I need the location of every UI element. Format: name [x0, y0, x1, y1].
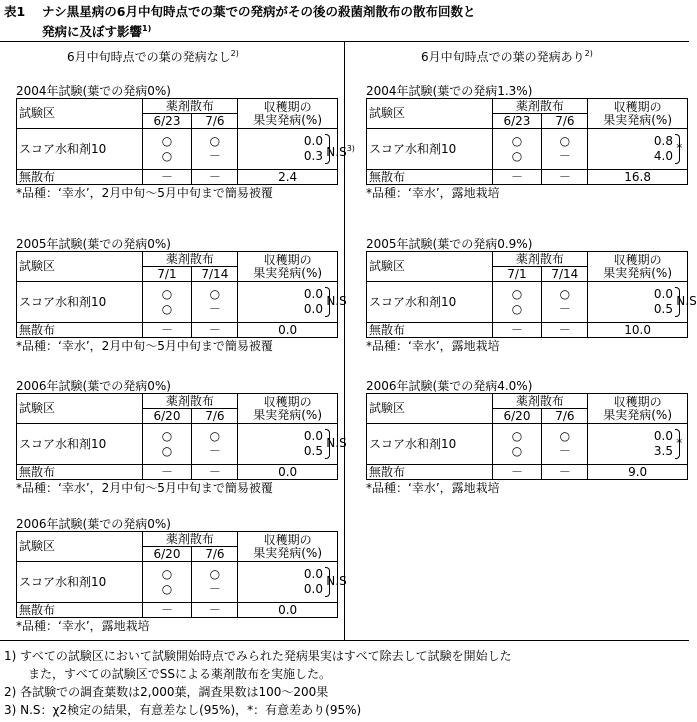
harvest-values	[588, 282, 697, 323]
value-2: 0.0	[303, 582, 323, 596]
spray-header: 薬剤散布	[492, 394, 588, 409]
spray-date-1: 6/23	[492, 114, 542, 129]
treatment-row	[17, 282, 338, 323]
trial-title: 2004年試験(葉での発病0%)	[16, 84, 171, 98]
control-name: 無散布	[17, 465, 143, 480]
column-divider	[344, 41, 345, 640]
harvest-values	[238, 129, 355, 170]
control-name: 無散布	[17, 323, 143, 338]
spray-marks-1: ○ ○	[142, 282, 192, 323]
control-value: 10.0	[588, 323, 688, 338]
control-value: 0.0	[238, 603, 338, 618]
spray-marks-2: ○ －	[542, 424, 588, 465]
trial-table	[16, 393, 347, 480]
spray-marks-1: ○ ○	[492, 424, 542, 465]
trial-title: 2006年試験(葉での発病0%)	[16, 379, 171, 393]
trial-table	[366, 98, 688, 185]
value-1: 0.0	[303, 287, 323, 301]
variety-note: *品種：‘幸水’，2月中旬～5月中旬まで簡易被覆	[16, 339, 273, 353]
spray-marks-1: ○ ○	[492, 129, 542, 170]
control-mark-2: －	[192, 465, 238, 480]
harvest-header: 収穫期の 果実発病(%)	[238, 532, 338, 562]
treatment-name: スコア水和剤10	[17, 282, 143, 323]
spray-date-2: 7/6	[542, 409, 588, 424]
trial-panel	[16, 517, 347, 633]
control-row	[17, 170, 338, 185]
table-header-row	[367, 394, 688, 409]
spray-header: 薬剤散布	[492, 99, 588, 114]
treatment-row	[17, 129, 338, 170]
significance-label: N.S	[326, 436, 347, 450]
trial-table	[16, 98, 355, 185]
control-mark-1: －	[492, 323, 542, 338]
treatment-name: スコア水和剤10	[17, 129, 143, 170]
caption-footnote-ref: 1)	[142, 24, 152, 33]
trial-panel	[366, 379, 688, 494]
control-name: 無散布	[367, 170, 493, 185]
right-column-header: 6月中旬時点での葉の発病あり$^{2)}$	[421, 49, 593, 64]
plot-header: 試験区	[17, 532, 143, 562]
harvest-values	[588, 129, 688, 170]
spray-date-2: 7/6	[192, 409, 238, 424]
harvest-values	[588, 424, 688, 465]
plot-header: 試験区	[367, 99, 493, 129]
treatment-row	[17, 424, 338, 465]
trial-panel	[366, 237, 697, 353]
trial-table	[16, 531, 347, 618]
spray-marks-1: ○ ○	[492, 282, 542, 323]
sig-footnote-ref: 3)	[346, 144, 355, 153]
value-2: 3.5	[653, 444, 673, 458]
control-mark-1: －	[492, 465, 542, 480]
control-value: 9.0	[588, 465, 688, 480]
table-number: 表1	[4, 4, 26, 19]
control-value: 0.0	[238, 465, 338, 480]
table-header-row	[17, 252, 338, 267]
footnote-1: 1) すべての試験区において試験開始時点でみられた発病果実はすべて除去して試験を開始した	[4, 649, 512, 663]
variety-note: *品種：‘幸水’，露地栽培	[16, 619, 150, 633]
trial-title: 2006年試験(葉での発病4.0%)	[366, 379, 533, 393]
spray-marks-1: ○ ○	[142, 129, 192, 170]
table-caption	[4, 3, 475, 40]
treatment-row	[367, 129, 688, 170]
plot-header: 試験区	[17, 394, 143, 424]
trial-table	[16, 251, 347, 338]
spray-marks-2: ○ －	[192, 424, 238, 465]
control-mark-2: －	[192, 170, 238, 185]
spray-marks-2: ○ －	[192, 562, 238, 603]
table-header-row	[367, 252, 688, 267]
spray-marks-2: ○ －	[192, 282, 238, 323]
bottom-rule	[0, 640, 689, 641]
footnote-1-cont: また，すべての試験区でSSによる薬剤散布を実施した。	[28, 667, 331, 681]
table-header-row	[17, 99, 338, 114]
trial-panel	[16, 237, 347, 353]
control-mark-2: －	[542, 323, 588, 338]
control-mark-1: －	[142, 603, 192, 618]
spray-date-1: 7/1	[142, 267, 192, 282]
control-row	[17, 323, 338, 338]
caption-line-1: ナシ黒星病の6月中旬時点での葉での発病がその後の殺菌剤散布の散布回数と	[42, 4, 476, 19]
control-value: 2.4	[238, 170, 338, 185]
trial-table	[366, 393, 688, 480]
harvest-values	[238, 282, 347, 323]
spray-header: 薬剤散布	[142, 394, 238, 409]
trial-title: 2004年試験(葉での発病1.3%)	[366, 84, 533, 98]
spray-header: 薬剤散布	[492, 252, 588, 267]
spray-marks-2: ○ －	[542, 282, 588, 323]
variety-note: *品種：‘幸水’，露地栽培	[366, 481, 500, 495]
treatment-row	[367, 282, 688, 323]
spray-date-1: 6/23	[142, 114, 192, 129]
variety-note: *品種：‘幸水’，2月中旬～5月中旬まで簡易被覆	[16, 481, 273, 495]
treatment-name: スコア水和剤10	[367, 129, 493, 170]
spray-header: 薬剤散布	[142, 99, 238, 114]
harvest-values	[238, 562, 347, 603]
control-mark-1: －	[142, 465, 192, 480]
trial-title: 2005年試験(葉での発病0.9%)	[366, 237, 533, 251]
control-row	[367, 465, 688, 480]
control-row	[367, 323, 688, 338]
control-value: 0.0	[238, 323, 338, 338]
control-mark-2: －	[542, 170, 588, 185]
spray-date-1: 6/20	[142, 409, 192, 424]
harvest-header: 収穫期の 果実発病(%)	[238, 99, 338, 129]
variety-note: *品種：‘幸水’，2月中旬～5月中旬まで簡易被覆	[16, 186, 273, 200]
trial-table	[366, 251, 697, 338]
footnote-2: 2) 各試験での調査葉数は2,000葉，調査果数は100～200果	[4, 685, 329, 699]
trial-panel	[366, 84, 688, 199]
variety-note: *品種：‘幸水’，露地栽培	[366, 339, 500, 353]
plot-header: 試験区	[367, 252, 493, 282]
value-1: 0.0	[653, 429, 673, 443]
control-name: 無散布	[17, 603, 143, 618]
control-mark-1: －	[492, 170, 542, 185]
value-2: 0.5	[303, 444, 323, 458]
footnote-3: 3) N.S：χ2検定の結果，有意差なし(95%)，*：有意差あり(95%)	[4, 703, 362, 717]
significance-label: *	[676, 141, 683, 155]
spray-date-2: 7/6	[192, 547, 238, 562]
spray-date-2: 7/14	[542, 267, 588, 282]
value-1: 0.0	[303, 429, 323, 443]
value-2: 0.0	[303, 302, 323, 316]
significance-label: $N.S^{3)}$	[326, 144, 355, 159]
treatment-name: スコア水和剤10	[367, 424, 493, 465]
control-mark-1: －	[142, 323, 192, 338]
caption-line-2: 発病に及ぼす影響	[42, 24, 143, 40]
significance-label: N.S	[326, 294, 347, 308]
table-header-row	[367, 99, 688, 114]
significance-label: N.S	[676, 294, 697, 308]
control-row	[17, 603, 338, 618]
trial-title: 2005年試験(葉での発病0%)	[16, 237, 171, 251]
spray-date-1: 7/1	[492, 267, 542, 282]
trial-panel	[16, 379, 347, 495]
harvest-header: 収穫期の 果実発病(%)	[588, 99, 688, 129]
control-mark-2: －	[192, 603, 238, 618]
spray-date-2: 7/6	[192, 114, 238, 129]
trial-panel	[16, 84, 355, 200]
spray-date-1: 6/20	[492, 409, 542, 424]
value-2: 4.0	[653, 149, 673, 163]
harvest-header: 収穫期の 果実発病(%)	[238, 252, 338, 282]
treatment-name: スコア水和剤10	[367, 282, 493, 323]
harvest-header: 収穫期の 果実発病(%)	[238, 394, 338, 424]
control-mark-1: －	[142, 170, 192, 185]
spray-marks-2: ○ －	[192, 129, 238, 170]
control-row	[367, 170, 688, 185]
significance-label: N.S	[326, 574, 347, 588]
value-1: 0.8	[653, 134, 673, 148]
trial-title: 2006年試験(葉での発病0%)	[16, 517, 171, 531]
control-mark-2: －	[542, 465, 588, 480]
control-name: 無散布	[367, 323, 493, 338]
control-mark-2: －	[192, 323, 238, 338]
harvest-header: 収穫期の 果実発病(%)	[588, 394, 688, 424]
spray-marks-1: ○ ○	[142, 424, 192, 465]
spray-date-2: 7/14	[192, 267, 238, 282]
control-name: 無散布	[367, 465, 493, 480]
treatment-row	[17, 562, 338, 603]
spray-marks-1: ○ ○	[142, 562, 192, 603]
treatment-name: スコア水和剤10	[17, 562, 143, 603]
value-2: 0.5	[653, 302, 673, 316]
footnotes	[4, 647, 512, 719]
control-row	[17, 465, 338, 480]
table-header-row	[17, 532, 338, 547]
value-1: 0.0	[653, 287, 673, 301]
value-1: 0.0	[303, 567, 323, 581]
plot-header: 試験区	[17, 252, 143, 282]
treatment-name: スコア水和剤10	[17, 424, 143, 465]
spray-date-1: 6/20	[142, 547, 192, 562]
left-column-header: 6月中旬時点での葉の発病なし$^{2)}$	[67, 49, 239, 64]
plot-header: 試験区	[17, 99, 143, 129]
control-name: 無散布	[17, 170, 143, 185]
harvest-values	[238, 424, 347, 465]
spray-marks-2: ○ －	[542, 129, 588, 170]
plot-header: 試験区	[367, 394, 493, 424]
treatment-row	[367, 424, 688, 465]
variety-note: *品種：‘幸水’，露地栽培	[366, 186, 500, 200]
value-2: 0.3	[303, 149, 323, 163]
table-header-row	[17, 394, 338, 409]
control-value: 16.8	[588, 170, 688, 185]
spray-header: 薬剤散布	[142, 252, 238, 267]
significance-label: *	[676, 436, 683, 450]
spray-date-2: 7/6	[542, 114, 588, 129]
harvest-header: 収穫期の 果実発病(%)	[588, 252, 688, 282]
value-1: 0.0	[303, 134, 323, 148]
spray-header: 薬剤散布	[142, 532, 238, 547]
